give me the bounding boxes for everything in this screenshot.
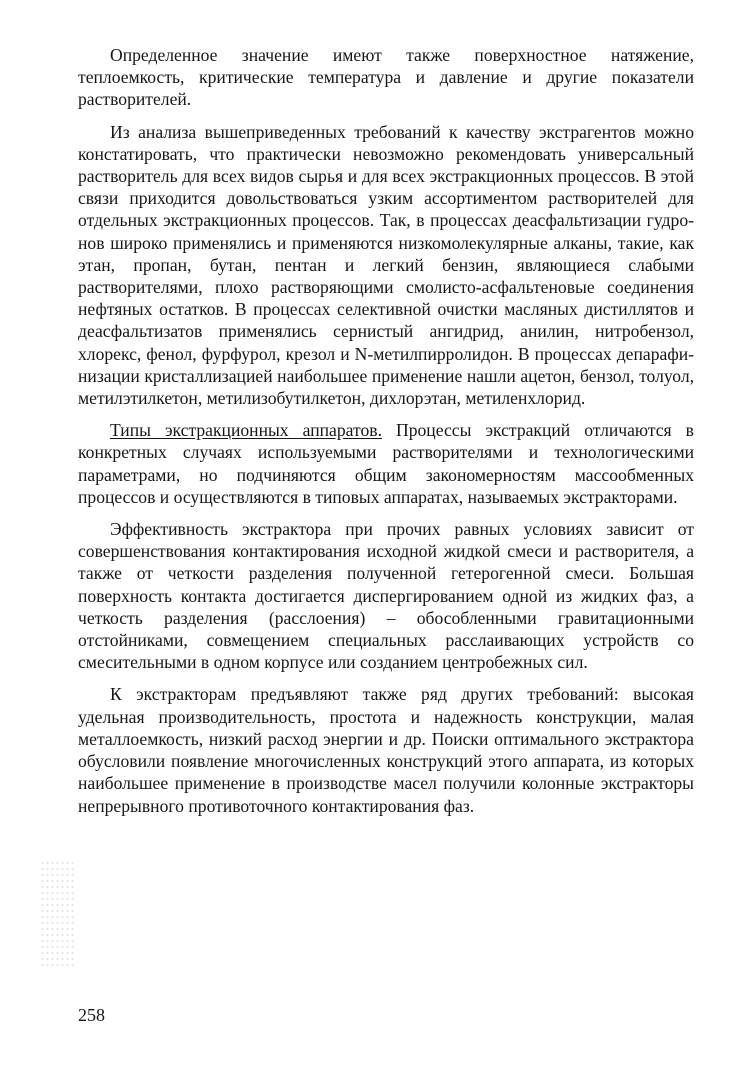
- section-heading: Типы экстракционных аппаратов.: [110, 420, 382, 441]
- scan-artifact: [40, 860, 76, 970]
- page-body: [78, 44, 694, 817]
- paragraph-text: Процессы экстракций отличаются в конкретных случаях используемыми растворителями и технологическими параметрами, но подчиняются общим закономерностям массообменных процессов и осуществляются в типовых аппаратах, называемых экстракторами.: [78, 420, 694, 507]
- paragraph-extractor-efficiency: [78, 518, 694, 673]
- paragraph-text: Эффективность экстрактора при прочих равных условиях зависит от совершенствования контактирования исходной жидкой смеси и растворителя, а также от четкости разделения полученной гетерогенной смеси. Большая поверхность контакта достигается диспергированием одной из жидких фаз, а четкость разделения (расслоения) – обособленными гравитационными отстойниками, совмещением специальных расслаивающих устройств со смесительными в одном корпусе или созданием центробежных сил.: [78, 519, 694, 673]
- paragraph-solvent-analysis: [78, 121, 694, 410]
- paragraph-extraction-apparatus-types: [78, 419, 694, 508]
- paragraph-text: К экстракторам предъявляют также ряд других требований: высокая удельная производительность, простота и надежность конструкции, малая металлоемкость, низкий расход энергии и др. Поиски оптимального экстрактора обусловили появление многочисленных конструкций этого аппарата, из которых наибольшее применение в производстве масел получили колонные экстракторы непрерывного противоточного контактирования фаз.: [78, 684, 694, 816]
- paragraph-extractor-requirements: [78, 683, 694, 816]
- page-number: 258: [78, 1005, 105, 1025]
- paragraph-text: Из анализа вышеприведенных требований к качеству экстрагентов можно констатировать, что практически невозможно рекомендовать универсальный растворитель для всех видов сырья и для всех экстракционных процессов. В этой связи приходится довольствоваться узким ассортиментом растворителей для отдельных экстракционных процессов. Так, в процессах деасфальтизации гудронов широко применялись и применяются низкомолекулярные алканы, такие, как этан, пропан, бутан, пентан и легкий бензин, являющиеся слабыми растворителями, плохо растворяющими смолисто-асфальтеновые соединения нефтяных остатков. В процессах селективной очистки масляных дистиллятов и деасфальтизатов применялись сернистый ангидрид, анилин, нитробензол, хлорекс, фенол, фурфурол, крезол и N-метилпирролидон. В процессах депарафинизации кристаллизацией наибольшее применение нашли ацетон, бензол, толуол, метилэтилкетон, метилизобутилкетон, дихлорэтан, метиленхлорид.: [78, 121, 694, 409]
- paragraph-surface-tension: [78, 44, 694, 111]
- paragraph-text: Определенное значение имеют также поверхностное натяжение, теплоемкость, критические температура и давление и другие показатели растворителей.: [78, 45, 694, 110]
